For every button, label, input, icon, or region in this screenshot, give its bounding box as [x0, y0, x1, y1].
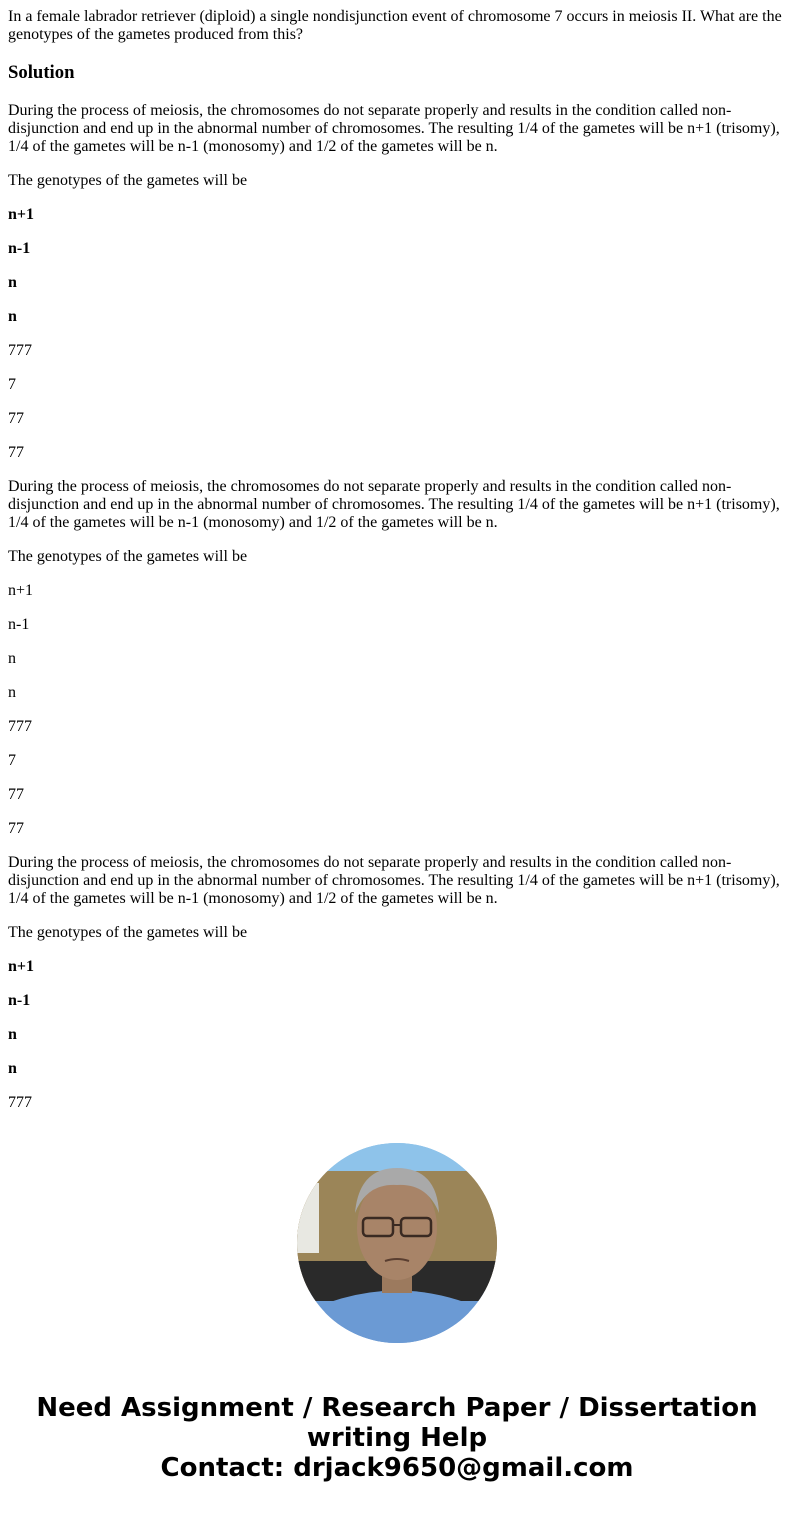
number-item: 777	[8, 1094, 32, 1111]
promo-line-help: Need Assignment / Research Paper / Dissertation writing Help	[36, 1393, 758, 1453]
explanation-text: During the process of meiosis, the chromosomes do not separate properly and results in the condition called non-disjunction and end up in the abnormal number of chromosomes. The resulting 1/4 of the gametes will be n+1 (trisomy), 1/4 of the gametes will be n-1 (monosomy) and 1/2 of the gametes will be n.	[8, 854, 780, 907]
genotype-item: n+1	[8, 206, 35, 223]
solution-heading: Solution	[8, 62, 75, 83]
genotypes-intro: The genotypes of the gametes will be	[8, 548, 248, 565]
genotypes-intro: The genotypes of the gametes will be	[8, 172, 248, 189]
genotype-item: n	[8, 274, 17, 291]
genotype-item: n+1	[8, 958, 35, 975]
explanation-text: During the process of meiosis, the chromosomes do not separate properly and results in the condition called non-disjunction and end up in the abnormal number of chromosomes. The resulting 1/4 of the gametes will be n+1 (trisomy), 1/4 of the gametes will be n-1 (monosomy) and 1/2 of the gametes will be n.	[8, 478, 780, 531]
genotypes-intro: The genotypes of the gametes will be	[8, 924, 248, 941]
number-item: 77	[8, 444, 24, 461]
genotype-item: n	[8, 684, 16, 701]
portrait-icon	[297, 1143, 497, 1343]
number-item: 777	[8, 342, 32, 359]
author-avatar	[297, 1143, 497, 1343]
genotype-item: n	[8, 1026, 17, 1043]
explanation-text: During the process of meiosis, the chromosomes do not separate properly and results in the condition called non-disjunction and end up in the abnormal number of chromosomes. The resulting 1/4 of the gametes will be n+1 (trisomy), 1/4 of the gametes will be n-1 (monosomy) and 1/2 of the gametes will be n.	[8, 102, 780, 155]
genotype-item: n	[8, 1060, 17, 1077]
number-item: 7	[8, 376, 16, 393]
number-item: 777	[8, 718, 32, 735]
genotype-item: n+1	[8, 582, 34, 599]
avatar-container	[0, 1143, 794, 1343]
promo-banner	[0, 1393, 794, 1513]
genotype-item: n-1	[8, 616, 30, 633]
number-item: 7	[8, 752, 16, 769]
number-item: 77	[8, 410, 24, 427]
genotype-item: n	[8, 650, 16, 667]
question-text: In a female labrador retriever (diploid) a single nondisjunction event of chromosome 7 occurs in meiosis II. What are the genotypes of the gametes produced from this?	[8, 8, 782, 43]
number-item: 77	[8, 820, 24, 837]
number-item: 77	[8, 786, 24, 803]
genotype-item: n-1	[8, 992, 31, 1009]
genotype-item: n	[8, 308, 17, 325]
genotype-item: n-1	[8, 240, 31, 257]
promo-line-contact: Contact: drjack9650@gmail.com	[160, 1453, 634, 1483]
